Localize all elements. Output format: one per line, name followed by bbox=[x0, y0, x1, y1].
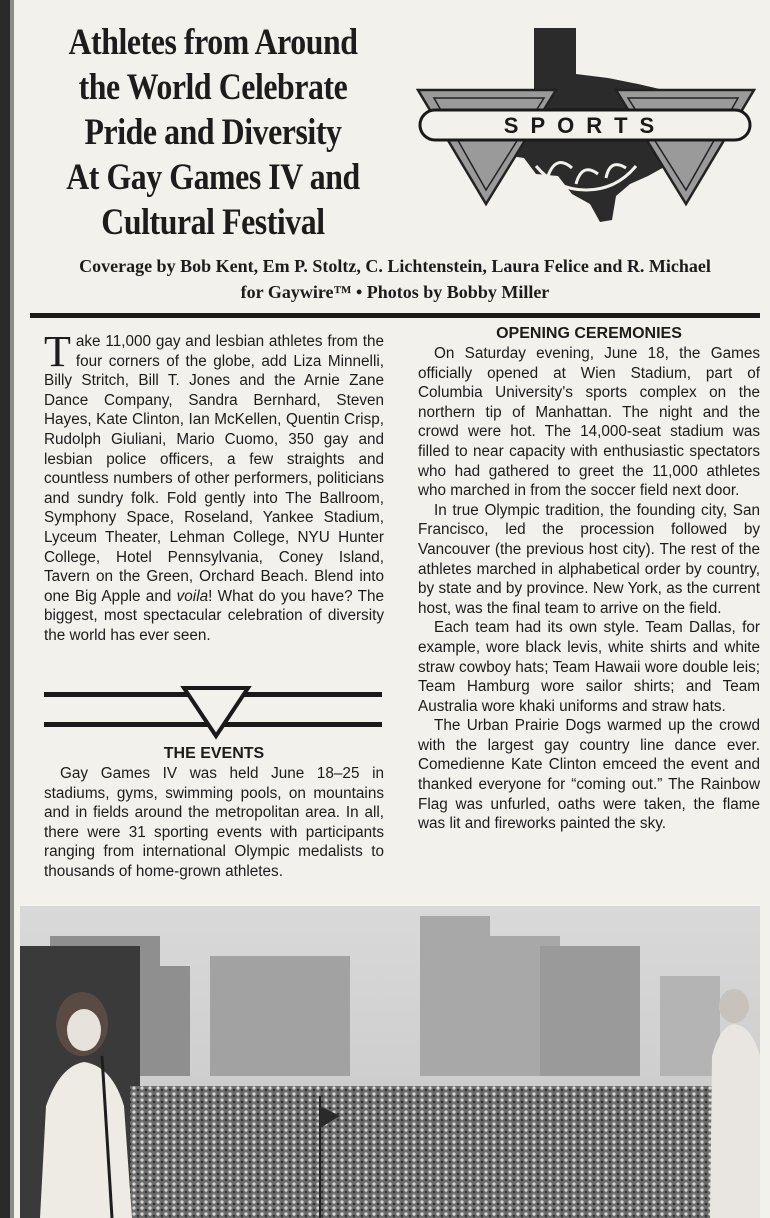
byline-line-1: Coverage by Bob Kent, Em P. Stoltz, C. Lichtenstein, Laura Felice and R. Michael bbox=[79, 256, 711, 276]
intro-text: ake 11,000 gay and lesbian athletes from the four corners of the globe, add Liza Minnelli, Billy Stritch, Bill T. Jones and the Arnie Zane Dance Company, Sandra Bernhard, Steven Hayes, Kate Clinton, Ian McKellen, Quentin Crisp, Rudolph Giuliani, Mario Cuomo, 350 gay and lesbian police officers, a few straights and countless numbers of other performers, politicians and sundry folk. Fold gently into The Ballroom, Symphony Space, Roseland, Yankee Stadium, Lyceum Theater, Lehman College, NYU Hunter College, Hotel Pennsylvania, Coney Island, Tavern on the Green, Orchard Beach. Blend into one Big Apple and bbox=[44, 333, 384, 605]
headline-line: the World Celebrate bbox=[78, 67, 348, 108]
ceremonies-paragraph: The Urban Prairie Dogs warmed up the crowd with the largest gay country line dance ever. Comedienne Kate Clinton emceed the event and thanked everyone for “coming out.” The Rainbow Flag was unfurled, oaths were taken, the flame was lit and fireworks painted the sky. bbox=[418, 717, 760, 833]
ceremonies-paragraph: In true Olympic tradition, the founding city, San Francisco, led the procession followed by Vancouver (the previous host city). The rest of the athletes marched in alphabetical order by country, by state and by province. New York, as the current host, was the final team to arrive on the field. bbox=[418, 501, 760, 617]
intro-paragraph bbox=[44, 327, 384, 646]
headline-line: Pride and Diversity bbox=[84, 112, 342, 153]
section-rule bbox=[30, 313, 760, 318]
ceremonies-paragraph: On Saturday evening, June 18, the Games officially opened at Wien Stadium, part of Columbia University's sports complex on the northern tip of Manhattan. The night and the crowd were hot. The 14,000-seat stadium was filled to near capacity with enthusiastic spectators who had gathered to greet the 11,000 athletes who marched in from the soccer field next door. bbox=[418, 345, 760, 500]
ceremonies-paragraph: Each team had its own style. Team Dallas, for example, wore black levis, white shirts and white straw cowboy hats; Team Hawaii wore double leis; Team Hamburg wore sailor shirts; and Team Australia wore khaki uniforms and straw hats. bbox=[418, 619, 760, 715]
headline-line: Athletes from Around bbox=[68, 22, 358, 63]
intro-text-end: ! What do you have? The biggest, most spectacular celebration of diversity the world has ever seen. bbox=[44, 587, 384, 644]
byline-line-2: for Gaywire™ • Photos by Bobby Miller bbox=[240, 282, 550, 302]
intro-italic-word: voila bbox=[176, 587, 209, 605]
headline-line: Cultural Festival bbox=[101, 202, 325, 243]
events-paragraph: Gay Games IV was held June 18–25 in stadiums, gyms, swimming pools, on mountains and in fields around the metropolitan area. In all, there were 31 sporting events with participants ranging from international Olympic medalists to thousands of home-grown athletes. bbox=[44, 765, 384, 880]
events-heading: THE EVENTS bbox=[163, 745, 265, 762]
drop-cap: T bbox=[44, 327, 71, 376]
stadium-crowd-photo bbox=[20, 906, 760, 1218]
opening-ceremonies-section bbox=[418, 324, 760, 834]
page-binding-shadow bbox=[10, 0, 14, 1218]
article-byline bbox=[30, 253, 760, 305]
page-binding-edge bbox=[0, 0, 10, 1218]
sports-section-logo bbox=[416, 26, 756, 226]
events-section bbox=[44, 744, 384, 882]
headline-line: At Gay Games IV and bbox=[66, 157, 360, 198]
triangle-divider bbox=[44, 682, 382, 740]
sports-logo-text: SPORTS bbox=[503, 113, 667, 138]
article-headline bbox=[54, 20, 372, 245]
ceremonies-heading: OPENING CEREMONIES bbox=[496, 325, 682, 342]
